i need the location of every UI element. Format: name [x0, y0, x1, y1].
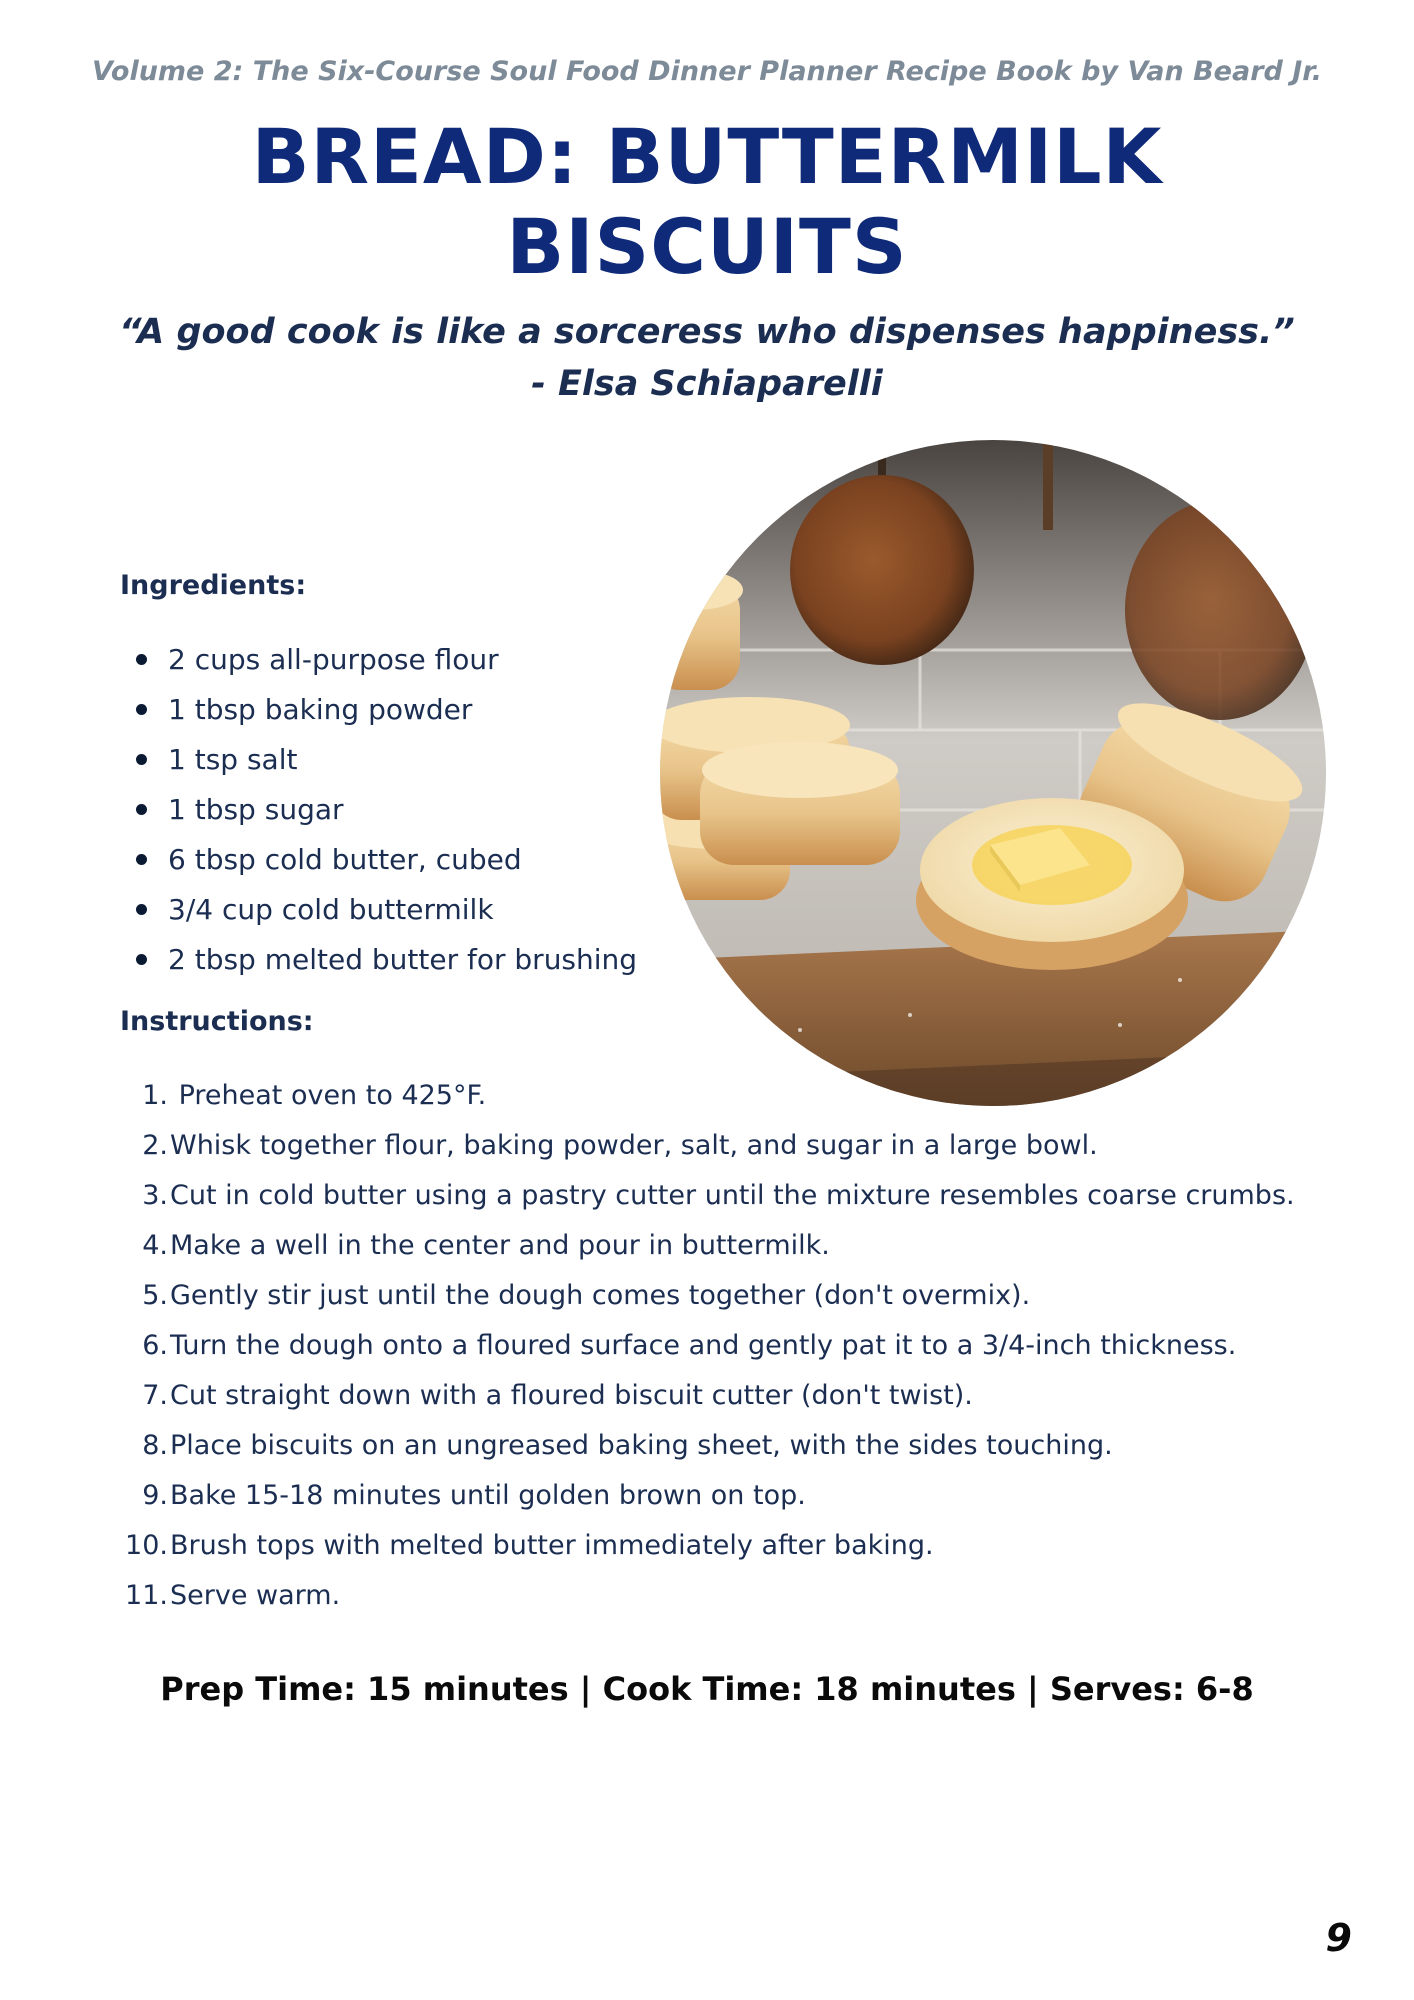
list-item — [110, 1326, 1295, 1376]
page-number: 9 — [1325, 1916, 1352, 1960]
step-text: Serve warm. — [170, 1580, 341, 1611]
step-number: 5. — [142, 1280, 168, 1311]
list-item — [110, 1276, 1295, 1326]
biscuits-photo — [660, 440, 1326, 1106]
list-item — [110, 1076, 1295, 1126]
list-item — [120, 790, 637, 840]
step-number: 4. — [142, 1230, 168, 1261]
step-text: Bake 15-18 minutes until golden brown on top. — [170, 1480, 806, 1511]
ingredient-text: 1 tsp salt — [168, 743, 298, 776]
step-text: Whisk together flour, baking powder, salt, and sugar in a large bowl. — [170, 1130, 1098, 1161]
step-number: 7. — [142, 1380, 168, 1411]
step-number: 11. — [125, 1580, 168, 1611]
step-text: Cut straight down with a floured biscuit cutter (don't twist). — [170, 1380, 973, 1411]
list-item — [120, 890, 637, 940]
bullet-icon — [136, 704, 147, 715]
list-item — [110, 1476, 1295, 1526]
ingredients-heading: Ingredients: — [120, 570, 307, 601]
step-text: Preheat oven to 425°F. — [170, 1080, 487, 1111]
list-item — [110, 1526, 1295, 1576]
step-text: Cut in cold butter using a pastry cutter until the mixture resembles coarse crumbs. — [170, 1180, 1295, 1211]
bullet-icon — [136, 904, 147, 915]
step-text: Turn the dough onto a floured surface and gently pat it to a 3/4-inch thickness. — [170, 1330, 1237, 1361]
list-item — [110, 1426, 1295, 1476]
list-item — [120, 940, 637, 990]
step-number: 2. — [142, 1130, 168, 1161]
book-header: Volume 2: The Six-Course Soul Food Dinner Planner Recipe Book by Van Beard Jr. — [91, 56, 1323, 87]
ingredient-text: 2 tbsp melted butter for brushing — [168, 943, 638, 976]
step-text: Make a well in the center and pour in buttermilk. — [170, 1230, 830, 1261]
recipe-title-line-2: BISCUITS — [506, 202, 908, 291]
list-item — [120, 740, 637, 790]
bullet-icon — [136, 854, 147, 865]
instructions-heading: Instructions: — [120, 1006, 314, 1037]
bullet-icon — [136, 754, 147, 765]
step-text: Place biscuits on an ungreased baking sheet, with the sides touching. — [170, 1430, 1113, 1461]
step-number: 9. — [142, 1480, 168, 1511]
list-item — [110, 1226, 1295, 1276]
ingredient-text: 6 tbsp cold butter, cubed — [168, 843, 522, 876]
list-item — [110, 1126, 1295, 1176]
recipe-title-line-1: BREAD: BUTTERMILK — [251, 112, 1163, 201]
bullet-icon — [136, 654, 147, 665]
list-item — [110, 1576, 1295, 1626]
ingredient-text: 3/4 cup cold buttermilk — [168, 893, 494, 926]
list-item — [120, 690, 637, 740]
ingredient-text: 1 tbsp sugar — [168, 793, 344, 826]
step-number: 3. — [142, 1180, 168, 1211]
step-number: 10. — [125, 1530, 168, 1561]
recipe-meta-line: Prep Time: 15 minutes | Cook Time: 18 minutes | Serves: 6-8 — [160, 1670, 1254, 1708]
step-number: 8. — [142, 1430, 168, 1461]
list-item — [120, 640, 637, 690]
list-item — [110, 1176, 1295, 1226]
quote-author: - Elsa Schiaparelli — [531, 364, 883, 404]
quote-text: “A good cook is like a sorceress who dispenses happiness.” — [119, 312, 1295, 352]
step-text: Brush tops with melted butter immediately after baking. — [170, 1530, 934, 1561]
step-text: Gently stir just until the dough comes together (don't overmix). — [170, 1280, 1031, 1311]
recipe-title — [0, 112, 1414, 292]
step-number: 1. — [142, 1080, 168, 1111]
list-item — [120, 840, 637, 890]
bullet-icon — [136, 954, 147, 965]
ingredient-text: 1 tbsp baking powder — [168, 693, 473, 726]
instructions-list — [110, 1076, 1295, 1626]
ingredient-text: 2 cups all-purpose flour — [168, 643, 499, 676]
list-item — [110, 1376, 1295, 1426]
epigraph-quote — [0, 306, 1414, 410]
step-number: 6. — [142, 1330, 168, 1361]
ingredients-list — [120, 640, 637, 990]
bullet-icon — [136, 804, 147, 815]
